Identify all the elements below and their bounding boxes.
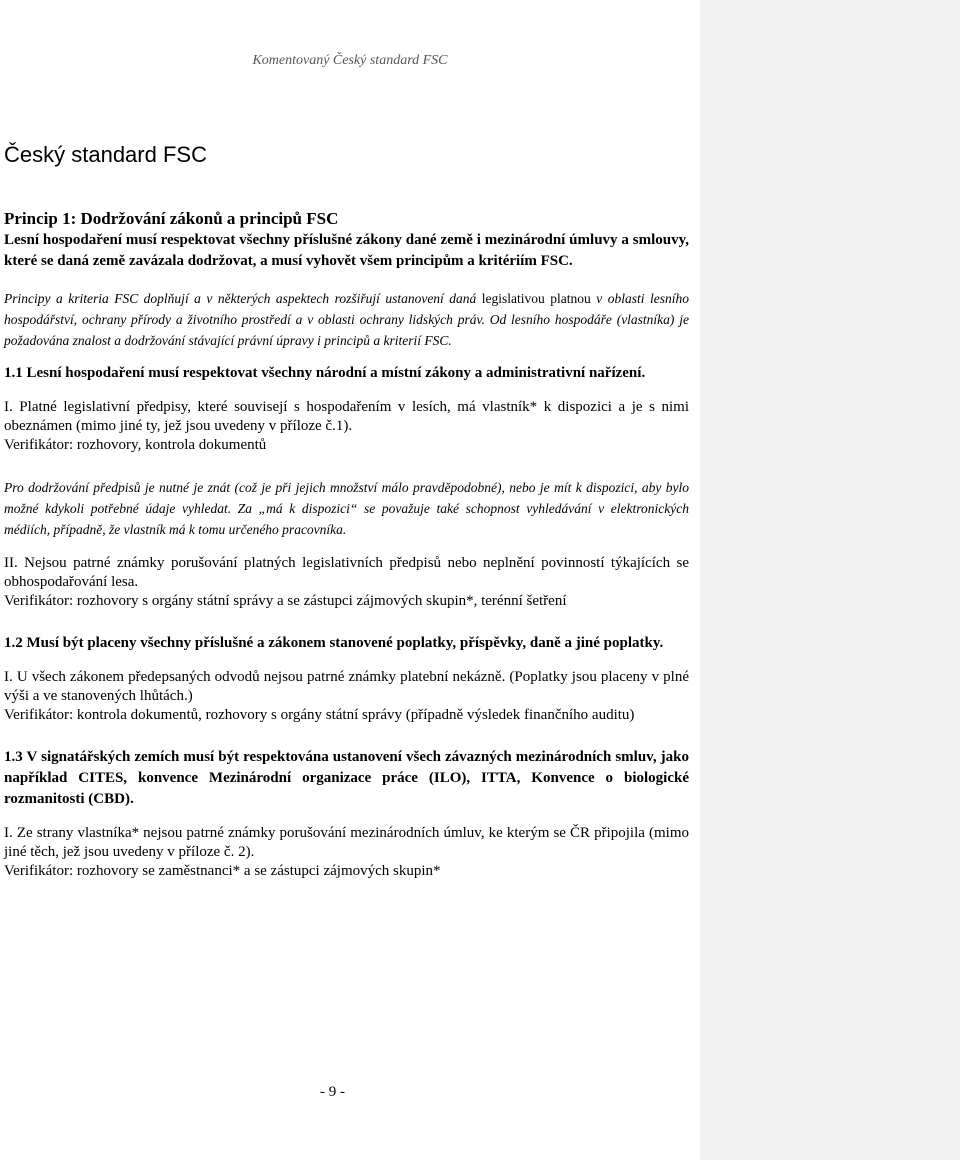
criterion-1-1-indicator-2: II. Nejsou patrné známky porušování platných legislativních předpisů nebo neplnění povinností týkajících se obhospodařování lesa. bbox=[4, 555, 689, 590]
principle-title: Princip 1: Dodržování zákonů a principů FSC bbox=[4, 209, 339, 228]
running-header: Komentovaný Český standard FSC bbox=[252, 53, 448, 68]
principle-text: Lesní hospodaření musí respektovat všechny příslušné zákony dané země i mezinárodní úmluvy a smlouvy, které se daná země zavázala dodržovat, a musí vyhovět všem principům a kritériím FSC. bbox=[4, 232, 689, 269]
intro-text-part1: Principy a kriteria FSC doplňují a v některých aspektech rozšiřují ustanovení daná bbox=[4, 291, 482, 306]
criterion-1-1-verifier-2: Verifikátor: rozhovory s orgány státní správy a se zástupci zájmových skupin*, terénní šetření bbox=[4, 593, 567, 609]
page-number: - 9 - bbox=[320, 1084, 345, 1100]
criterion-1-2-verifier-1: Verifikátor: kontrola dokumentů, rozhovory s orgány státní správy (případně výsledek finančního auditu) bbox=[4, 707, 635, 723]
criterion-1-3-indicator-1: I. Ze strany vlastníka* nejsou patrné známky porušování mezinárodních úmluv, ke kterým se ČR připojila (mimo jiné těch, jež jsou uvedeny v příloze č. 2). bbox=[4, 825, 689, 860]
document-title: Český standard FSC bbox=[4, 142, 207, 167]
intro-text-part2: legislativou platnou bbox=[481, 291, 591, 306]
page-content bbox=[4, 140, 689, 895]
comment-margin-panel bbox=[700, 0, 960, 1160]
principle-intro bbox=[4, 288, 689, 351]
criterion-1-1-title: 1.1 Lesní hospodaření musí respektovat všechny národní a místní zákony a administrativní nařízení. bbox=[4, 365, 646, 381]
intro-text-part3: v oblasti lesního hospodářství, ochrany přírody a životního prostředí a v oblasti ochrany lidských práv. Od lesního hospodáře (vlastníka) je požadována znalost a dodržování stávající právní úpravy i principů a kriterií FSC. bbox=[4, 291, 689, 348]
criterion-1-3-title: 1.3 V signatářských zemích musí být respektována ustanovení všech závazných mezinárodních smluv, jako například CITES, konvence Mezinárodní organizace práce (ILO), ITTA, Konvence o biologické rozmanitosti (CBD). bbox=[4, 749, 689, 807]
criterion-1-3-verifier-1: Verifikátor: rozhovory se zaměstnanci* a se zástupci zájmových skupin* bbox=[4, 863, 441, 879]
criterion-1-2-title: 1.2 Musí být placeny všechny příslušné a zákonem stanovené poplatky, příspěvky, daně a jiné poplatky. bbox=[4, 635, 664, 651]
criterion-1-2-indicator-1: I. U všech zákonem předepsaných odvodů nejsou patrné známky platební nekázně. (Poplatky jsou placeny v plné výši a ve stanovených lhůtách.) bbox=[4, 669, 689, 704]
criterion-1-1-verifier-1: Verifikátor: rozhovory, kontrola dokumentů bbox=[4, 437, 267, 453]
criterion-1-1-indicator-1: I. Platné legislativní předpisy, které souvisejí s hospodařením v lesích, má vlastník* k dispozici a je s nimi obeznámen (mimo jiné ty, jež jsou uvedeny v příloze č.1). bbox=[4, 399, 689, 434]
criterion-1-1-note: Pro dodržování předpisů je nutné je znát (což je při jejich množství málo pravděpodobné), nebo je mít k dispozici, aby bylo možné kdykoli potřebné údaje vyhledat. Za „má k dispozici“ se považuje také schopnost vyhledávání v elektronických médiích, případně, že vlastník má k tomu určeného pracovníka. bbox=[4, 480, 689, 537]
